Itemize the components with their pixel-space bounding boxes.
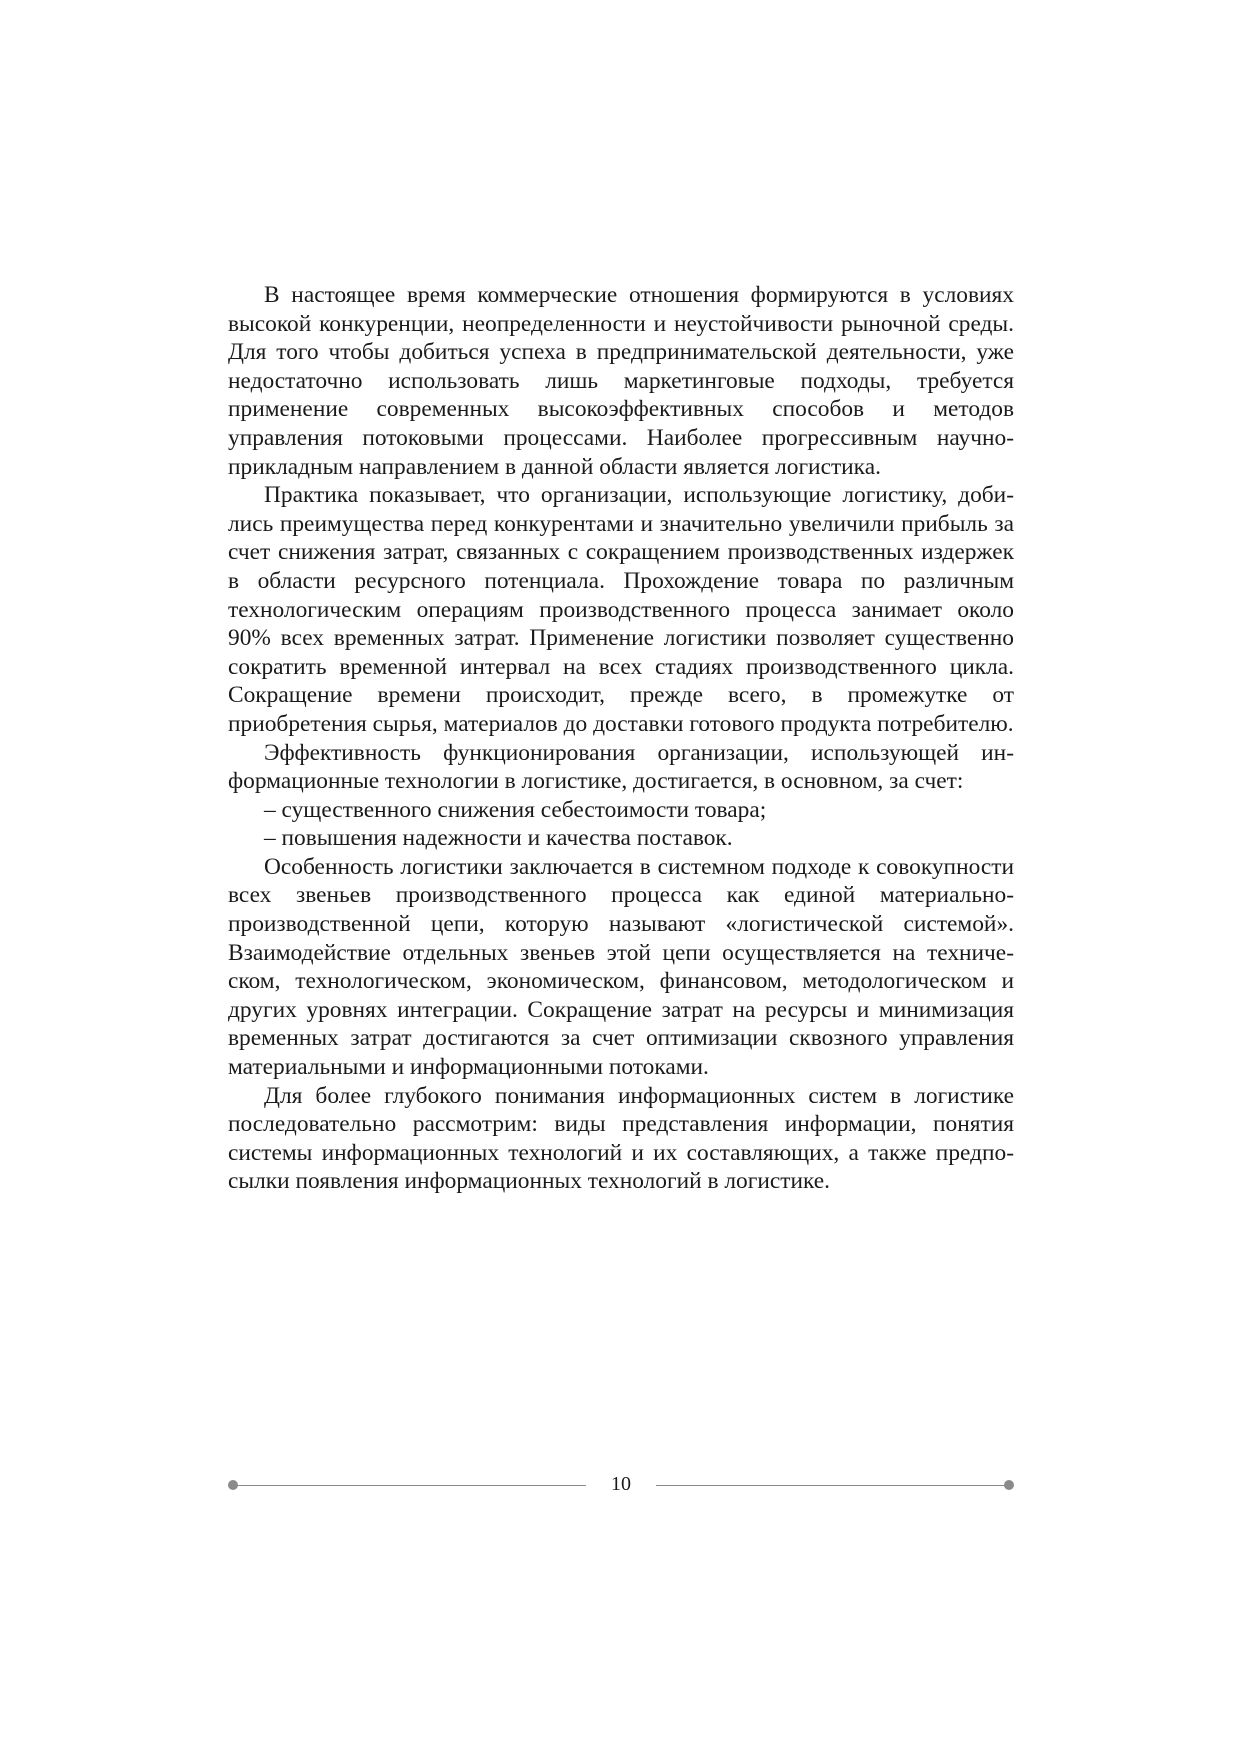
body-text xyxy=(228,281,1014,1196)
list-item-2: – повышения надежности и качества поставок. xyxy=(264,825,733,852)
page-footer xyxy=(228,1470,1014,1500)
list-item-1: – существенного снижения себестоимости товара; xyxy=(264,796,767,823)
page-number: 10 xyxy=(611,1473,631,1495)
paragraph-5: Для более глубокого понимания информационных систем в логистике последовательно рассмотрим: виды представления информации, понятия системы информационных технологий и их составляющих, а также предпосылки появления информационных технологий в логистике. xyxy=(228,1082,1014,1195)
paragraph-3: Эффективность функционирования организации, использующей информационные технологии в логистике, достигается, в основном, за счет: xyxy=(228,739,1014,795)
paragraph-4: Особенность логистики заключается в системном подходе к совокупности всех звеньев производственного процесса как единой материально-производственной цепи, которую называют «логистической системой». Взаимодействие отдельных звеньев этой цепи осуществляется на техническом, технологическом, экономическом, финансовом, методологическом и других уровнях интеграции. Сокращение затрат на ресурсы и минимизация временных затрат достигаются за счет оптимизации сквозного управления материальными и информационными потоками. xyxy=(228,853,1014,1081)
paragraph-2: Практика показывает, что организации, использующие логистику, добились преимущества перед конкурентами и значительно увеличили прибыль за счет снижения затрат, связанных с сокращением производственных издержек в области ресурсного потенциала. Прохождение товара по различным технологическим операциям производственного процесса занимает около 90% всех временных затрат. Применение логистики позволяет существенно сократить временной интервал на всех стадиях производственного цикла. Сокращение времени происходит, прежде всего, в промежутке от приобретения сырья, материалов до доставки готового продукта потребителю. xyxy=(228,482,1014,737)
paragraph-1: В настоящее время коммерческие отношения формируются в условиях высокой конкуренции, неопределенности и неустойчивости рыночной среды. Для того чтобы добиться успеха в предпринимательской деятельности, уже недостаточно использовать лишь маркетинговые подходы, требуется применение современных высокоэффективных способов и методов управления потоковыми процессами. Наиболее прогрессивным научно-прикладным направлением в данной области является логистика. xyxy=(228,282,1014,480)
footer-rule-right xyxy=(656,1485,1006,1486)
footer-dot-right-icon xyxy=(1004,1480,1014,1490)
